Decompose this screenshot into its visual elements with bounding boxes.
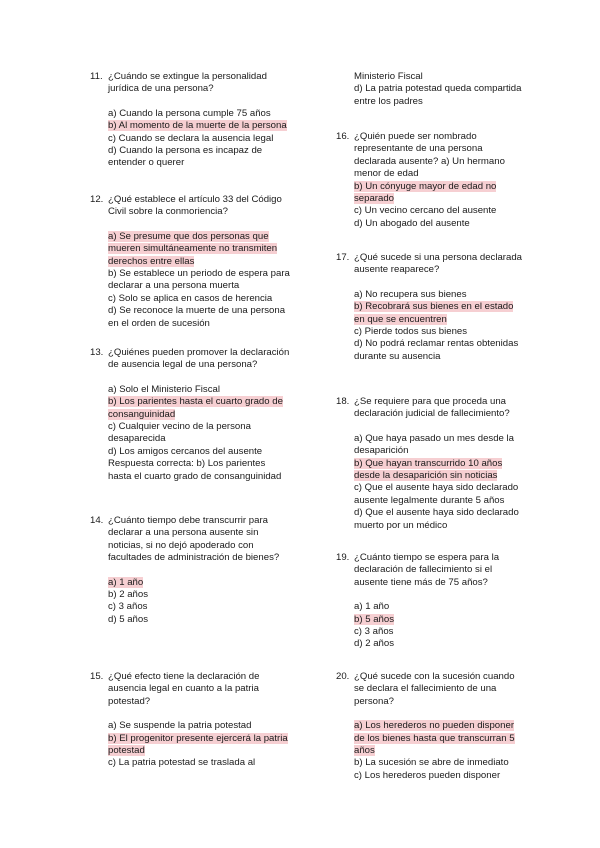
options-list xyxy=(108,108,290,170)
option-c: c) Cualquier vecino de la persona desaparecida xyxy=(108,421,251,445)
correct-answer-highlight: b) 5 años xyxy=(354,613,395,625)
question-17 xyxy=(336,252,526,363)
question-19 xyxy=(336,552,526,651)
question-text: ¿Cuánto tiempo se espera para la declaración de fallecimiento si el ausente tiene más de 75 años? xyxy=(354,552,500,588)
option-c: c) La patria potestad se traslada al xyxy=(108,757,256,769)
option-a-correct xyxy=(354,720,526,757)
option-d: d) Cuando la persona es incapaz de entender o querer xyxy=(108,145,263,169)
question-text: ¿Cuándo se extingue la personalidad jurídica de una persona? xyxy=(108,71,267,95)
options-list xyxy=(108,231,290,330)
question-number: 19. xyxy=(336,552,350,563)
question-number: 20. xyxy=(336,671,350,682)
correct-answer-highlight: b) El progenitor presente ejercerá la patria potestad xyxy=(108,732,288,757)
question-number: 15. xyxy=(90,671,104,682)
correct-answer-highlight: a) Los herederos no pueden disponer de los bienes hasta que transcurran 5 años xyxy=(354,720,515,757)
question-number: 12. xyxy=(90,194,104,205)
question-number: 17. xyxy=(336,252,350,263)
question-text: ¿Qué efecto tiene la declaración de ausencia legal en cuanto a la patria potestad? xyxy=(108,671,260,707)
option-a-correct xyxy=(108,577,290,589)
options-list xyxy=(354,720,526,782)
question-number: 18. xyxy=(336,396,350,407)
correct-answer-highlight: b) Los parientes hasta el cuarto grado de consanguinidad xyxy=(108,396,283,420)
question-header xyxy=(336,131,526,181)
question-13 xyxy=(90,347,290,483)
correct-answer-highlight: a) 1 año xyxy=(108,576,144,588)
question-15-continued xyxy=(354,71,526,108)
option-a: a) Solo el Ministerio Fiscal xyxy=(108,383,220,395)
question-text: ¿Qué sucede con la sucesión cuando se declara el fallecimiento de una persona? xyxy=(354,671,515,707)
option-d: d) Los amigos cercanos del ausente xyxy=(108,445,263,457)
option-b: b) Se establece un periodo de espera para declarar a una persona muerta xyxy=(108,268,290,292)
question-header xyxy=(90,194,290,219)
question-number: 16. xyxy=(336,131,350,142)
option-a: a) 1 año xyxy=(354,601,390,613)
options-list xyxy=(108,384,290,483)
option-c: c) Un vecino cercano del ausente xyxy=(354,205,497,217)
options-list xyxy=(108,577,290,627)
question-number: 11. xyxy=(90,71,103,82)
question-number: 13. xyxy=(90,347,104,358)
question-number: 14. xyxy=(90,515,104,526)
question-text: ¿Quién puede ser nombrado representante de una persona declarada ausente? a) Un hermano menor de edad xyxy=(354,131,505,180)
option-d: d) Se reconoce la muerte de una persona en el orden de sucesión xyxy=(108,305,286,329)
option-d: d) Que el ausente haya sido declarado muerto por un médico xyxy=(354,507,519,531)
option-d: d) La patria potestad queda compartida entre los padres xyxy=(354,83,522,107)
question-header xyxy=(336,252,526,277)
question-header xyxy=(90,671,290,708)
question-text: ¿Quiénes pueden promover la declaración de ausencia legal de una persona? xyxy=(108,347,290,371)
option-c: c) Que el ausente haya sido declarado ausente legalmente durante 5 años xyxy=(354,482,519,506)
option-b: b) 2 años xyxy=(108,589,149,601)
option-b-correct xyxy=(108,120,290,132)
answer-note: Respuesta correcta: b) Los parientes hasta el cuarto grado de consanguinidad xyxy=(108,458,282,482)
options-list xyxy=(354,601,526,651)
question-header xyxy=(336,396,526,421)
question-11 xyxy=(90,71,290,170)
correct-answer-highlight: b) Recobrará sus bienes en el estado en que se encuentren xyxy=(354,301,514,325)
question-text: ¿Qué sucede si una persona declarada ausente reaparece? xyxy=(354,252,522,276)
options-list xyxy=(108,720,290,770)
question-header xyxy=(90,71,290,96)
correct-answer-highlight: b) Que hayan transcurrido 10 años desde la desaparición sin noticias xyxy=(354,457,503,482)
option-c: c) Solo se aplica en casos de herencia xyxy=(108,292,273,304)
option-d: d) 2 años xyxy=(354,638,395,650)
question-12 xyxy=(90,194,290,330)
question-16 xyxy=(336,131,526,230)
option-a: a) Que haya pasado un mes desde la desaparición xyxy=(354,432,515,457)
option-b-correct xyxy=(354,181,526,206)
option-c: c) Los herederos pueden disponer xyxy=(354,769,501,781)
option-b-correct xyxy=(108,733,290,758)
correct-answer-highlight: a) Se presume que dos personas que mueren simultáneamente no transmiten derechos entre ellas xyxy=(108,230,278,267)
question-15 xyxy=(90,671,290,770)
options-list xyxy=(354,433,526,532)
options-list xyxy=(354,289,526,363)
question-text: ¿Cuánto tiempo debe transcurrir para declarar a una persona ausente sin noticias, si no dejó apoderado con facultades de administración de bienes? xyxy=(108,515,280,564)
option-b-correct xyxy=(108,396,290,421)
option-c: c) 3 años xyxy=(108,601,148,613)
question-text: ¿Se requiere para que proceda una declaración judicial de fallecimiento? xyxy=(354,396,510,420)
question-text: ¿Qué establece el artículo 33 del Código Civil sobre la conmoriencia? xyxy=(108,194,282,218)
correct-answer-highlight: b) Al momento de la muerte de la persona xyxy=(108,120,287,132)
option-a: a) No recupera sus bienes xyxy=(354,288,467,300)
option-b-correct xyxy=(354,614,526,626)
option-c: c) Pierde todos sus bienes xyxy=(354,326,468,338)
option-a: a) Se suspende la patria potestad xyxy=(108,720,252,732)
option-b-correct xyxy=(354,458,526,483)
question-20 xyxy=(336,671,526,782)
option-b-correct xyxy=(354,301,526,326)
question-header xyxy=(336,671,526,708)
correct-answer-highlight: b) Un cónyuge mayor de edad no separado xyxy=(354,180,497,205)
option-d: d) 5 años xyxy=(108,613,149,625)
question-14 xyxy=(90,515,290,626)
question-header xyxy=(336,552,526,589)
question-18 xyxy=(336,396,526,532)
option-d: d) No podrá reclamar rentas obtenidas durante su ausencia xyxy=(354,338,519,362)
option-c: c) Cuando se declara la ausencia legal xyxy=(108,132,274,144)
question-header xyxy=(90,347,290,372)
option-d: d) Un abogado del ausente xyxy=(354,217,470,229)
option-b: b) La sucesión se abre de inmediato xyxy=(354,757,509,769)
option-c-continued: Ministerio Fiscal xyxy=(354,71,423,82)
option-c: c) 3 años xyxy=(354,626,394,638)
option-a: a) Cuando la persona cumple 75 años xyxy=(108,107,271,119)
option-a-correct xyxy=(108,231,290,268)
options-list xyxy=(354,181,526,231)
question-header xyxy=(90,515,290,565)
